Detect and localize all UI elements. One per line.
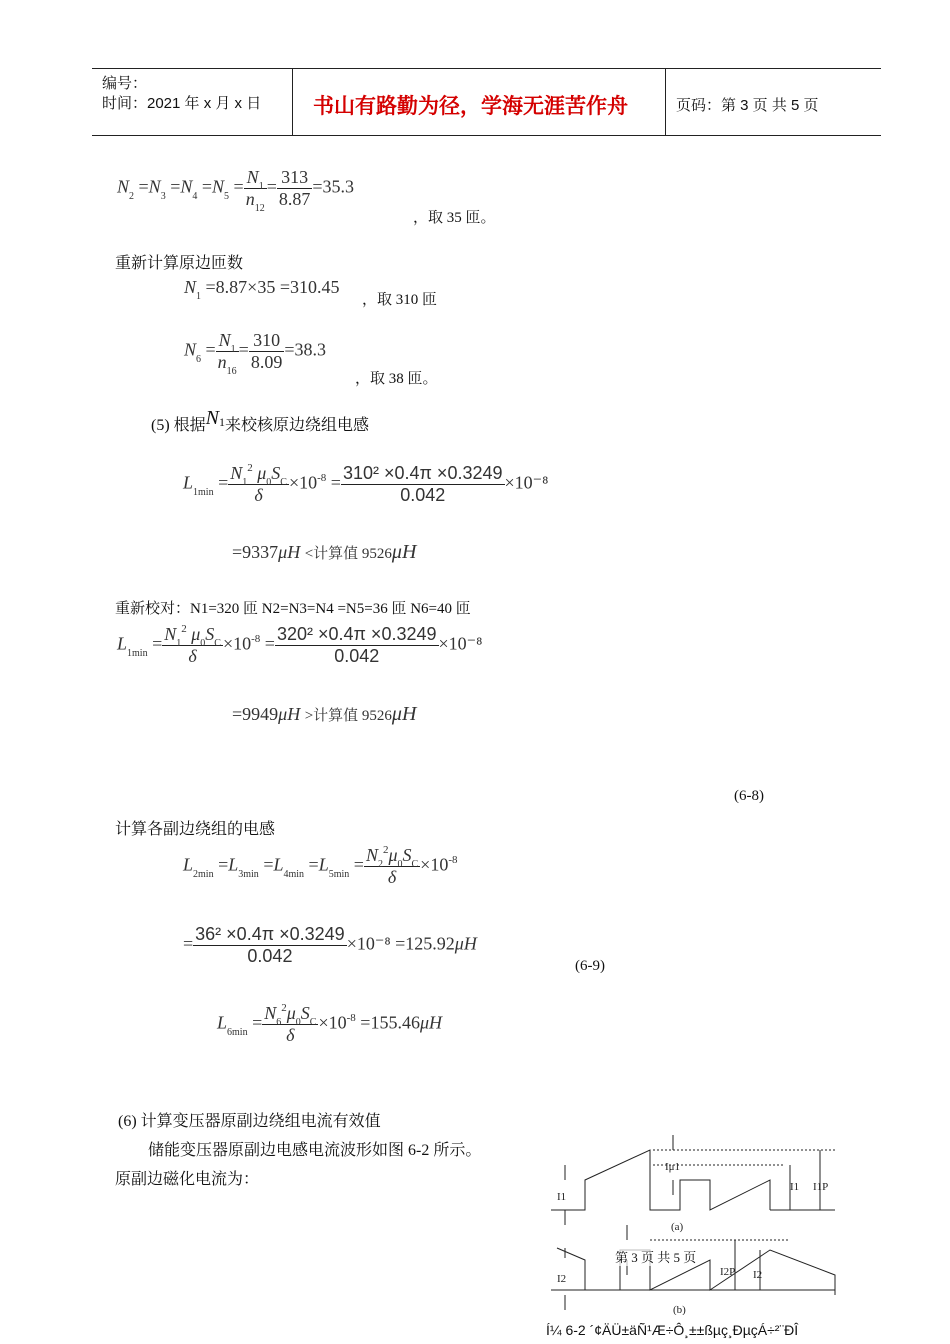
eq2-note: ，取 310 匝 <box>362 292 438 308</box>
eq1-result: =35.3 <box>312 176 354 197</box>
label-i1p: I1P <box>813 1181 829 1193</box>
header-divider-right <box>665 68 666 136</box>
header-bottom-rule <box>92 135 881 136</box>
waveform-figure <box>545 1130 845 1315</box>
eq3-note: ，取 38 匝。 <box>355 371 438 387</box>
eq3-denominator: 8.09 <box>250 352 283 372</box>
l1b-result: =9949 <box>232 704 279 724</box>
label-i2: I2 <box>557 1273 567 1285</box>
label-imu1: Iμ1 <box>665 1161 681 1173</box>
step6-paragraph-2: 原副边磁化电流为： <box>115 1171 260 1188</box>
l6-result: =155.46 <box>360 1012 420 1033</box>
figure-caption: Í¼ 6-2 ´¢ÄÜ±äÑ¹Æ÷Ô¸±±ßµç¸ÐµçÁ÷²¨ÐÎ <box>546 1322 799 1338</box>
eq1-denominator: 8.87 <box>278 189 311 209</box>
header-motto: 书山有路勤为径，学海无涯苦作舟 <box>313 95 628 118</box>
label-b: (b) <box>673 1304 686 1315</box>
header-code-label: 编号： <box>102 75 148 92</box>
equation-n1: $N_1 =8.87\times 35 =310.45$ <box>184 277 340 302</box>
recalc-heading: 重新计算原边匝数 <box>115 255 244 272</box>
l1-result: =9337 <box>232 542 279 562</box>
label-i1-right: I1 <box>790 1181 800 1193</box>
l1b-numerator: 320² ×0.4π ×0.3249 <box>276 624 437 644</box>
equation-l6: $L_{6min}$ = $\frac{N_6^2\mu_0S_C}{\delta}$ $\times 10^{-8} =155.46\mu H$ <box>217 1002 442 1045</box>
l2-denominator: 0.042 <box>193 945 347 967</box>
label-i1: I1 <box>557 1191 567 1203</box>
equation-n6: $N_6$ = $\frac{N_1}{n_{16}}$ = $\frac{310}{8.09}$ =38.3 <box>184 330 326 377</box>
l1-numerator: 310² ×0.4π ×0.3249 <box>342 463 503 483</box>
eq2-rhs: =8.87×35 =310.45 <box>205 277 340 297</box>
equation-n2-n5: $N_2 =N_3 =N_4 =N_5$ = $\frac{N_1}{n_{12}}$ = $\frac{313}{8.87}$ =35.3 <box>117 167 354 214</box>
equation-l2-l5: $L_{2min} =L_{3min} =L_{4min} =L_{5min}$ = $\frac{N_2^2\mu_0S_C}{\delta}$ $\times 10^{-8}$ <box>183 844 458 887</box>
recheck-line: 重新校对：N1=320 匝 N2=N3=N4 =N5=36 匝 N6=40 匝 <box>115 601 471 617</box>
label-i2p: I2P <box>720 1266 736 1278</box>
l1b-factor: ×10⁻⁸ <box>438 633 483 654</box>
equation-number-6-9: (6-9) <box>575 958 605 974</box>
step5-line: (5) 根据$N^1$来校核原边绕组电感 <box>151 407 370 434</box>
equation-l1min-recheck: $L_{1min}$ = $\frac{N_1^2 \mu_0S_C}{\delta}$ $\times 10^{-8}$ = $\frac{\text{320² ×0.4π ×0.3249}}{0.042}$ ×10⁻⁸ <box>117 623 483 666</box>
step6-paragraph: 储能变压器原副边电感电流波形如图 6-2 所示。 <box>148 1142 482 1159</box>
l1b-result-line: =9949μH >计算值 9526μH <box>232 703 417 725</box>
l2-factor: ×10⁻⁸ <box>346 933 391 954</box>
l2-result: =125.92 <box>395 933 455 954</box>
l1-result-line: =9337μH <计算值 9526μH <box>232 541 417 563</box>
eq1-numerator: 313 <box>281 167 309 187</box>
eq1-note: ，取 35 匝。 <box>413 210 496 226</box>
header-page-label: 页码：第 3 页 共 5 页 <box>676 97 819 114</box>
label-a: (a) <box>671 1221 684 1233</box>
eq3-numerator: 310 <box>253 330 281 350</box>
l1-factor: ×10⁻⁸ <box>504 472 549 493</box>
l1-compare: <计算值 9526 <box>304 546 392 562</box>
footer-page-number: 第 3 页 共 5 页 <box>615 1247 696 1266</box>
header-top-rule <box>92 68 881 69</box>
l1-denominator: 0.042 <box>341 484 505 506</box>
eq3-result: =38.3 <box>284 339 326 360</box>
secondary-heading: 计算各副边绕组的电感 <box>115 821 276 838</box>
header-time-label: 时间：2021 年 x 月 x 日 <box>102 95 262 112</box>
l1b-denominator: 0.042 <box>275 645 439 667</box>
header-divider-left <box>292 68 293 136</box>
equation-l1min: $L_{1min}$ = $\frac{N_1^2 \mu_0S_C}{\delta}$ $\times 10^{-8}$ = $\frac{\text{310² ×0.4π ×0.3249}}{0.042}$ ×10⁻⁸ <box>183 462 549 505</box>
step6-heading: (6) 计算变压器原副边绕组电流有效值 <box>118 1113 381 1130</box>
l1b-compare: >计算值 9526 <box>304 708 392 724</box>
l2-numerator: 36² ×0.4π ×0.3249 <box>195 924 345 944</box>
label-i2-right: I2 <box>753 1269 763 1281</box>
equation-number-6-8: (6-8) <box>734 788 764 804</box>
step5-prefix: (5) 根据 <box>151 417 206 434</box>
equation-l2-value: = $\frac{\text{36² ×0.4π ×0.3249}}{0.042}$ ×10⁻⁸ =125.92μH <box>183 924 477 966</box>
step5-suffix: 来校核原边绕组电感 <box>225 417 370 434</box>
